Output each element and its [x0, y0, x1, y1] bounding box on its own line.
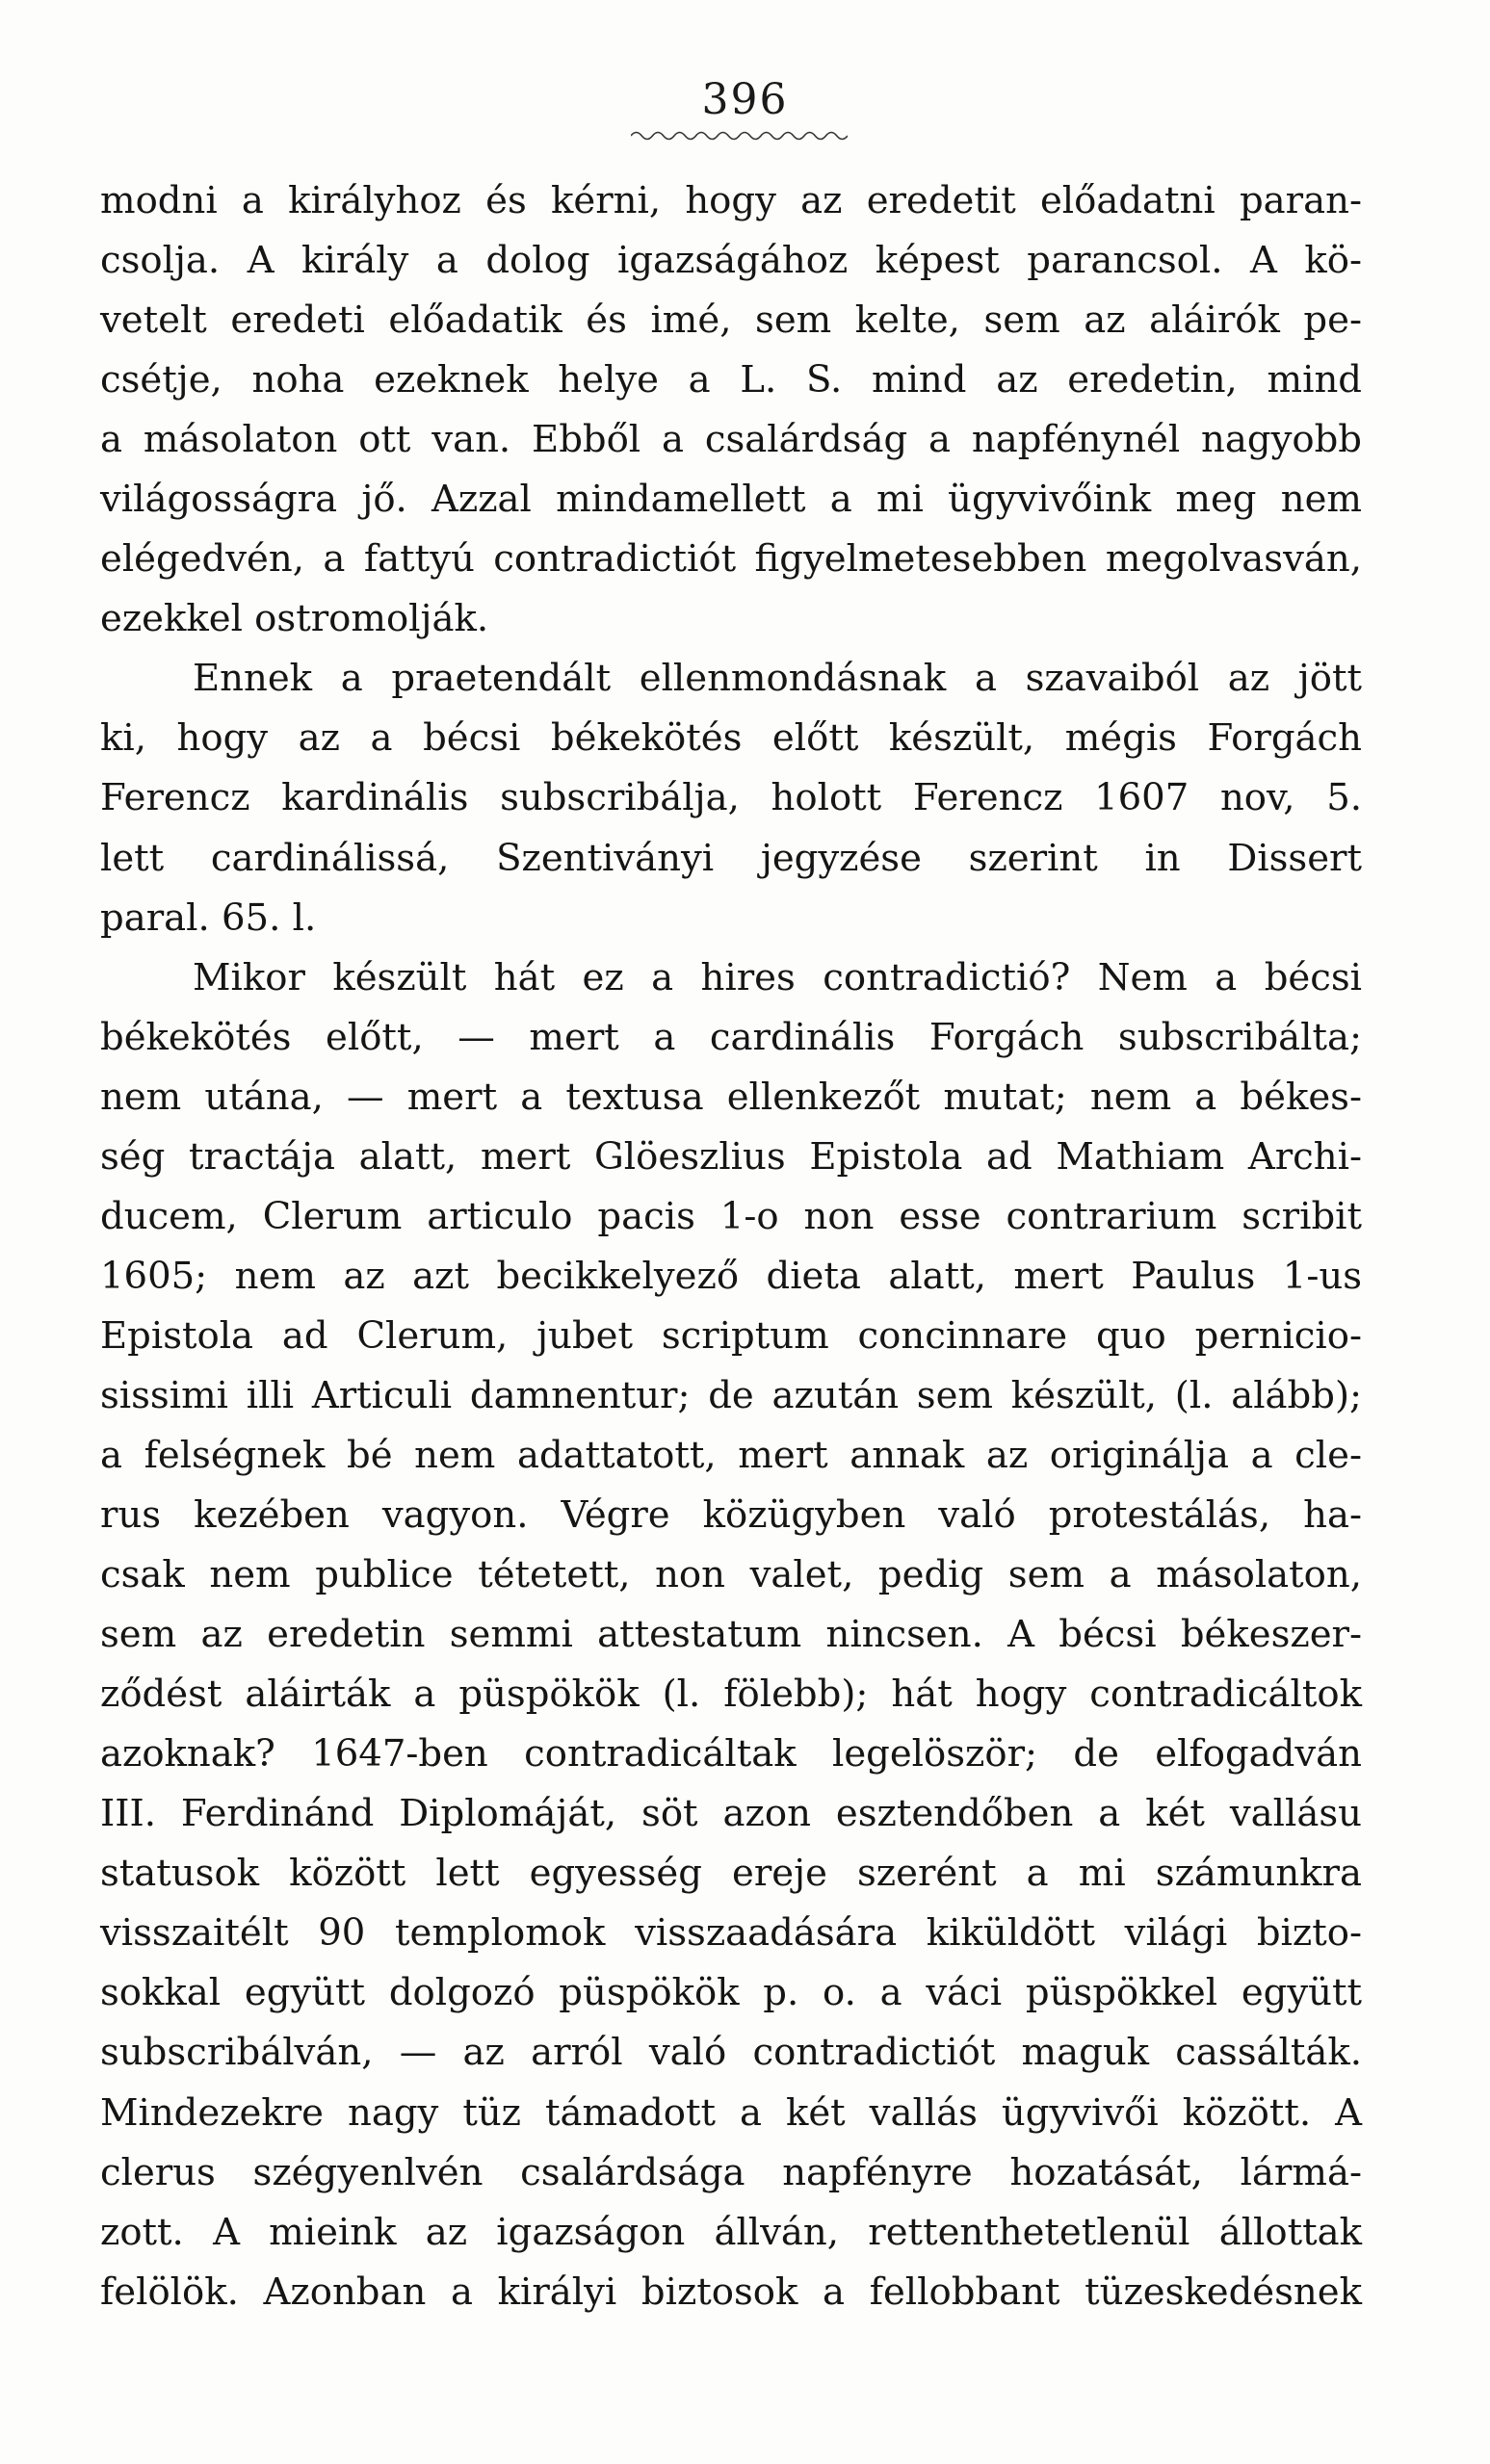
text-line: csak nem publice tétetett, non valet, pedig sem a másolaton, [100, 1553, 1362, 1597]
text-line: Ferencz kardinális subscribálja, holott Ferencz 1607 nov, 5. [100, 776, 1362, 820]
text-line: felölök. Azonban a királyi biztosok a fellobbant tüzeskedésnek [100, 2269, 1362, 2314]
page-number: 396 [701, 75, 789, 124]
text-line: Mindezekre nagy tüz támadott a két vallás ügyvivői között. A [100, 2090, 1362, 2135]
text-line: statusok között lett egyesség ereje szerént a mi számunkra [100, 1852, 1362, 1896]
text-line: ducem, Clerum articulo pacis 1-o non esse contrarium scribit [100, 1194, 1362, 1238]
wavy-rule-ornament [631, 129, 848, 143]
text-line: ezekkel ostromolják. [100, 597, 489, 641]
text-line: csolja. A király a dolog igazságához képest parancsol. A kö- [100, 239, 1362, 283]
text-line: subscribálván, — az arról való contradictiót maguk cassálták. [100, 2031, 1362, 2075]
text-line: sokkal együtt dolgozó püspökök p. o. a váci püspökkel együtt [100, 1971, 1362, 2015]
text-line: rus kezében vagyon. Végre közügyben való protestálás, ha- [100, 1493, 1362, 1538]
text-line: visszaitélt 90 templomok visszaadására kiküldött világi bizto- [100, 1911, 1362, 1956]
text-line: clerus szégyenlvén csalárdsága napfényre hozatását, lármá- [100, 2150, 1362, 2194]
text-line: lett cardinálissá, Szentiványi jegyzése szerint in Dissert [100, 836, 1362, 880]
text-line: 1605; nem az azt becikkelyező dieta alatt, mert Paulus 1-us [100, 1254, 1362, 1298]
text-line: sissimi illi Articuli damnentur; de azután sem készült, (l. alább); [100, 1373, 1362, 1417]
text-line: ség tractája alatt, mert Glöeszlius Epistola ad Mathiam Archi- [100, 1134, 1362, 1179]
text-line: Mikor készült hát ez a hires contradictió? Nem a bécsi [193, 955, 1362, 999]
text-line: a felségnek bé nem adattatott, mert annak az originálja a cle- [100, 1433, 1362, 1477]
text-line: paral. 65. l. [100, 895, 317, 940]
text-line: modni a királyhoz és kérni, hogy az eredetit előadatni paran- [100, 179, 1362, 222]
text-line: III. Ferdinánd Diplomáját, söt azon esztendőben a két vallásu [100, 1792, 1362, 1836]
text-line: elégedvén, a fattyú contradictiót figyelmetesebben megolvasván, [100, 537, 1362, 582]
text-line: zott. A mieink az igazságon állván, rettenthetetlenül állottak [100, 2210, 1362, 2254]
text-line: Epistola ad Clerum, jubet scriptum concinnare quo pernicio- [100, 1313, 1362, 1358]
text-line: azoknak? 1647-ben contradicáltak legelöször; de elfogadván [100, 1732, 1362, 1777]
text-line: a másolaton ott van. Ebből a csalárdság a napfénynél nagyobb [100, 418, 1362, 462]
text-line: ki, hogy az a bécsi békekötés előtt készült, mégis Forgách [100, 716, 1362, 761]
text-line: Ennek a praetendált ellenmondásnak a szavaiból az jött [193, 657, 1362, 701]
text-line: békekötés előtt, — mert a cardinális Forgách subscribálta; [100, 1015, 1362, 1059]
text-line: világosságra jő. Azzal mindamellett a mi ügyvivőink meg nem [100, 478, 1362, 522]
text-line: vetelt eredeti előadatik és imé, sem kelte, sem az aláirók pe- [100, 298, 1362, 343]
text-line: ződést aláirták a püspökök (l. fölebb); hát hogy contradicáltok [100, 1673, 1362, 1717]
text-line: sem az eredetin semmi attestatum nincsen. A bécsi békeszer- [100, 1613, 1362, 1657]
body-text [100, 171, 1362, 2322]
text-line: csétje, noha ezeknek helye a L. S. mind az eredetin, mind [100, 358, 1362, 402]
text-line: nem utána, — mert a textusa ellenkezőt mutat; nem a békes- [100, 1075, 1362, 1119]
